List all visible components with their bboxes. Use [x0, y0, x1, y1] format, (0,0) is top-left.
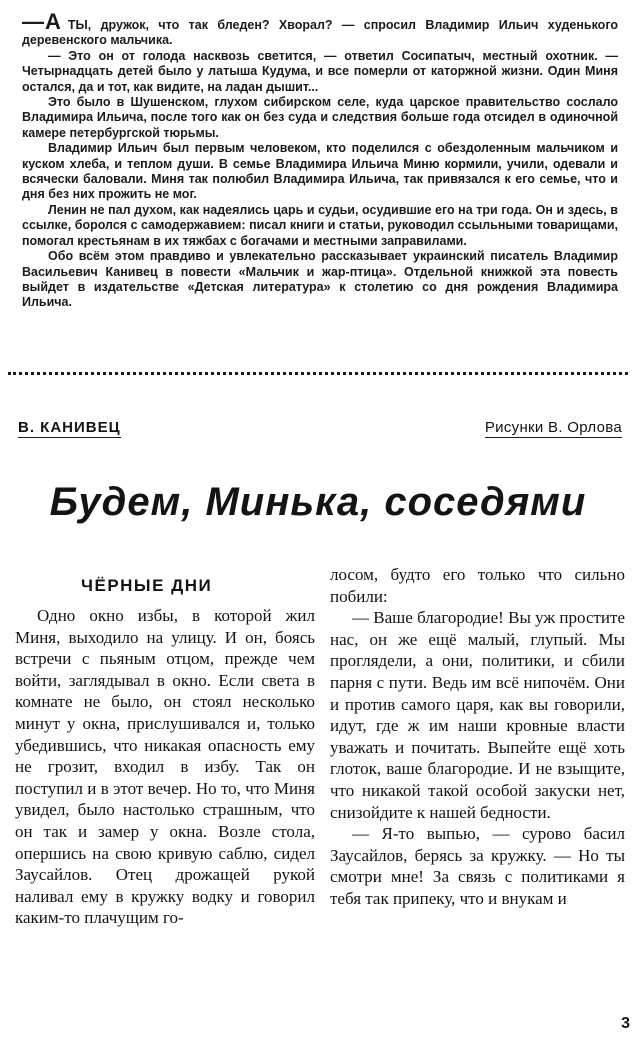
author-name: В. КАНИВЕЦ	[18, 419, 121, 436]
dotted-separator	[8, 372, 628, 375]
intro-paragraph	[22, 9, 618, 49]
intro-paragraph: Владимир Ильич был первым человеком, кто поделился с обездоленным мальчиком и куском хлеба, и теплом души. В семье Владимира Ильича Миню кормили, учили, одевали и всячески баловали. Миня так полюбил Владимира Ильича, так привязался к его семье, что и дня без них прожить не мог.	[22, 141, 618, 202]
chapter-title: ЧЁРНЫЕ ДНИ	[81, 576, 213, 595]
story-paragraph: — Я-то выпью, — сурово басил Заусайлов, берясь за кружку. — Но ты смотри мне! За связь с политиками я тебя так припеку, что и внукам и	[330, 824, 625, 908]
intro-paragraph: Ленин не пал духом, как надеялись царь и судьи, осудившие его на три года. Он и здесь, в ссылке, боролся с самодержавием: писал книги и статьи, руководил ссыльными товарищами, помогал крестьянам в их тяжбах с богачами и местными заправилами.	[22, 202, 618, 248]
intro-paragraph: — Это он от голода насквозь светится, — ответил Сосипатыч, местный охотник. — Четырнадцать детей было у латыша Кудума, и все померли от каторжной жизни. Один Миня остался, да и тот, как видите, на ладан дышит...	[22, 48, 618, 94]
illustrator-credit: Рисунки В. Орлова	[484, 419, 622, 436]
page-number: 3	[621, 1015, 630, 1032]
intro-paragraph: Это было в Шушенском, глухом сибирском селе, куда царское правительство сослало Владимира Ильича, после того как он без суда и следствия больше года отсидел в одиночной камере петербургской тюрьмы.	[22, 95, 618, 140]
story-paragraph: лосом, будто его только что сильно побили:	[330, 565, 625, 606]
story-paragraph: — Ваше благородие! Вы уж простите нас, он же ещё малый, глупый. Мы проглядели, а они, политики, и сбили парня с пути. Ведь им всё нипочём. Они и против самого царя, как вы говорили, идут, где ж им наши кровные власти уважать и почитать. Выпейте ещё хоть глоток, ваше благородие. И не взыщите, что никакой такой особой закуски нет, снизойдите к нашей бедности.	[330, 608, 625, 822]
intro-text	[22, 9, 618, 311]
byline	[18, 419, 622, 441]
intro-paragraph-text: ТЫ, дружок, что так бледен? Хворал? — спросил Владимир Ильич худенького деревенского мальчика.	[22, 18, 618, 48]
right-column	[330, 564, 625, 910]
story-paragraph: Одно окно избы, в которой жил Миня, выходило на улицу. И он, боясь встречи с пьяным отцом, прежде чем войти, заглядывал в окно. Если света в комнате не было, он стоял несколько минут у окна, прислушивался и, только убедившись, что никакая опасность ему не грозит, входил в избу. Так он поступил и в этот вечер. Но то, что Миня увидел, было настолько страшным, что он так и замер у окна. Возле стола, опершись на свою кривую саблю, сидел Заусайлов. Отец дрожащей рукой наливал ему в кружку водку и говорил каким-то плачущим го-	[15, 606, 315, 928]
intro-paragraph: Обо всём этом правдиво и увлекательно рассказывает украинский писатель Владимир Васильевич Канивец в повести «Мальчик и жар-птица». Отдельной книжкой эта повесть выйдет в издательстве «Детская литература» к столетию со дня рождения Владимира Ильича.	[22, 249, 618, 310]
left-column	[15, 575, 315, 929]
story-title: Будем, Минька, соседями	[49, 480, 587, 524]
drop-cap: —А	[22, 9, 62, 34]
